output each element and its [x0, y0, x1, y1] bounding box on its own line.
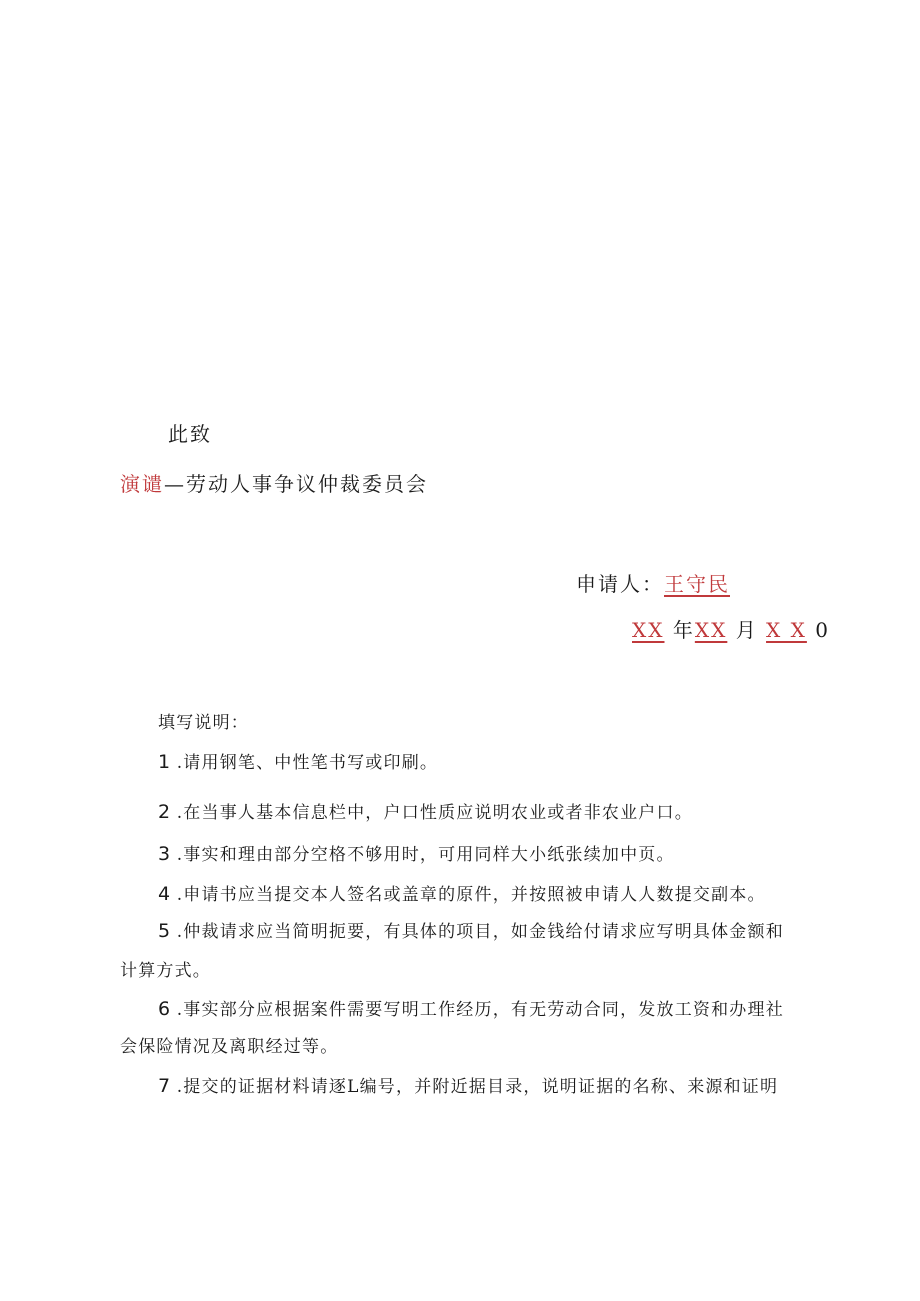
- instruction-number: 4: [158, 883, 171, 905]
- instruction-item: [158, 995, 784, 1020]
- instruction-number: 3: [158, 843, 171, 865]
- instruction-number: 1: [158, 751, 171, 773]
- date-month-unit: 月: [735, 618, 758, 642]
- instructions-heading: 填写说明：: [158, 713, 249, 733]
- instruction-continuation: 计算方式。: [120, 961, 211, 981]
- instruction-text: .仲裁请求应当简明扼要，有具体的项目，如金钱给付请求应写明具体金额和: [176, 922, 784, 942]
- instruction-number: 7: [158, 1075, 171, 1097]
- instruction-text: .事实和理由部分空格不够用时，可用同样大小纸张续加中页。: [176, 845, 675, 865]
- instruction-item: [158, 840, 675, 865]
- instruction-item: [158, 917, 784, 942]
- date-day-value: X X: [766, 618, 807, 642]
- instruction-text: .提交的证据材料请逐L编号，并附近据目录，说明证据的名称、来源和证明: [176, 1077, 779, 1097]
- instruction-continuation: 会保险情况及离职经过等。: [120, 1037, 339, 1057]
- instruction-item: [158, 880, 766, 905]
- instruction-item: [158, 748, 438, 773]
- closing-greeting: 此致: [168, 422, 212, 446]
- instruction-number: 2: [158, 801, 171, 823]
- instruction-text: .请用钢笔、中性笔书写或印刷。: [176, 753, 439, 773]
- recipient-line: [120, 468, 428, 497]
- applicant-name: 王守民: [664, 572, 730, 596]
- instruction-item: [158, 798, 693, 823]
- applicant-line: [576, 568, 730, 597]
- recipient-prefix: 演谴: [120, 472, 164, 496]
- instruction-number: 5: [158, 920, 171, 942]
- date-day-unit: 0: [815, 618, 830, 642]
- instruction-item: [158, 1072, 778, 1097]
- instruction-number: 6: [158, 998, 171, 1020]
- date-line: [632, 614, 830, 643]
- instruction-text: .申请书应当提交本人签名或盖章的原件，并按照被申请人人数提交副本。: [176, 885, 766, 905]
- instruction-text: .事实部分应根据案件需要写明工作经历，有无劳动合同，发放工资和办理社: [176, 1000, 784, 1020]
- date-year-value: XX: [632, 618, 665, 642]
- recipient-name: —劳动人事争议仲裁委员会: [164, 472, 428, 496]
- instruction-text: .在当事人基本信息栏中，户口性质应说明农业或者非农业户口。: [176, 803, 693, 823]
- date-year-unit: 年: [672, 618, 695, 642]
- applicant-label: 申请人：: [576, 572, 664, 596]
- date-month-value: XX: [694, 618, 728, 642]
